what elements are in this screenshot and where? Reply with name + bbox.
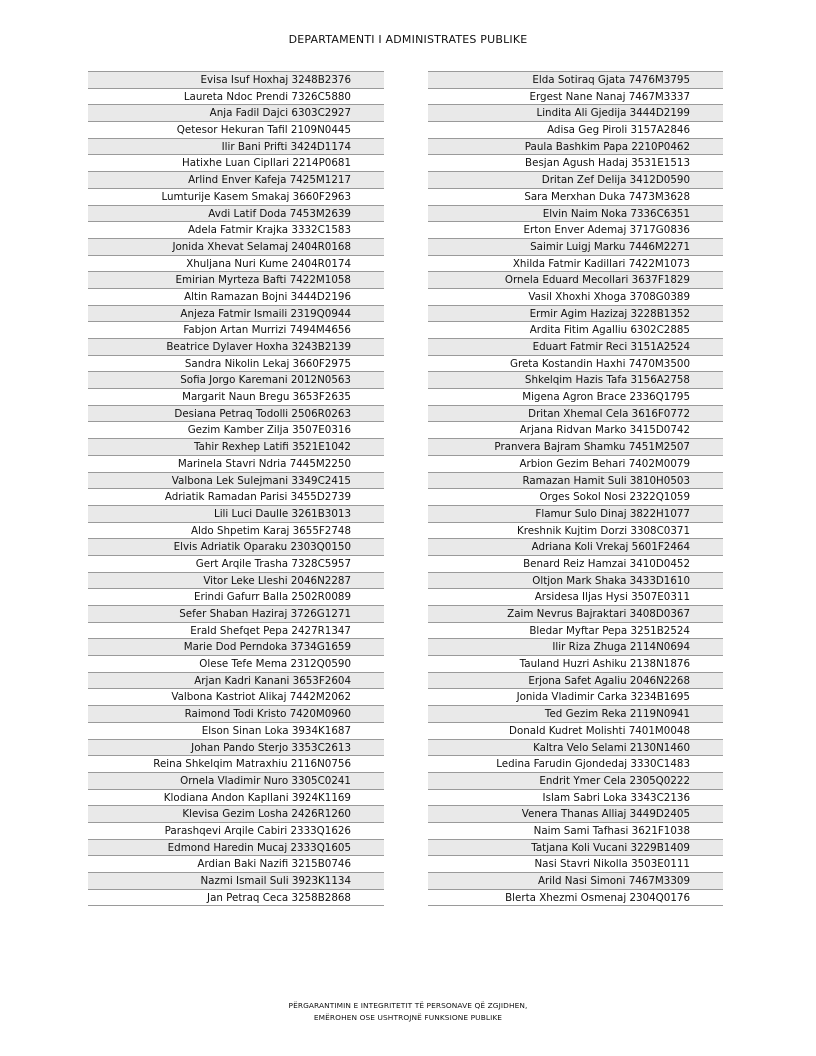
list-row: Anja Fadil Dajci 6303C2927 bbox=[88, 105, 384, 122]
list-row: Lumturije Kasem Smakaj 3660F2963 bbox=[88, 189, 384, 206]
list-row: Ilir Riza Zhuga 2114N0694 bbox=[428, 639, 723, 656]
list-row: Vitor Leke Lleshi 2046N2287 bbox=[88, 573, 384, 590]
list-row: Endrit Ymer Cela 2305Q0222 bbox=[428, 773, 723, 790]
list-row: Sandra Nikolin Lekaj 3660F2975 bbox=[88, 356, 384, 373]
list-row: Laureta Ndoc Prendi 7326C5880 bbox=[88, 89, 384, 106]
list-row: Ornela Eduard Mecollari 3637F1829 bbox=[428, 272, 723, 289]
list-row: Aldo Shpetim Karaj 3655F2748 bbox=[88, 523, 384, 540]
list-row: Adisa Geg Piroli 3157A2846 bbox=[428, 122, 723, 139]
list-row: Kaltra Velo Selami 2130N1460 bbox=[428, 740, 723, 757]
list-row: Migena Agron Brace 2336Q1795 bbox=[428, 389, 723, 406]
list-row: Arjan Kadri Kanani 3653F2604 bbox=[88, 673, 384, 690]
list-row: Elda Sotiraq Gjata 7476M3795 bbox=[428, 72, 723, 89]
list-row: Kreshnik Kujtim Dorzi 3308C0371 bbox=[428, 523, 723, 540]
list-row: Sofia Jorgo Karemani 2012N0563 bbox=[88, 372, 384, 389]
list-row: Oltjon Mark Shaka 3433D1610 bbox=[428, 573, 723, 590]
list-row: Ilir Bani Prifti 3424D1174 bbox=[88, 139, 384, 156]
list-row: Anjeza Fatmir Ismaili 2319Q0944 bbox=[88, 306, 384, 323]
list-row: Elson Sinan Loka 3934K1687 bbox=[88, 723, 384, 740]
list-row: Donald Kudret Molishti 7401M0048 bbox=[428, 723, 723, 740]
list-row: Ledina Farudin Gjondedaj 3330C1483 bbox=[428, 756, 723, 773]
list-row: Bledar Myftar Pepa 3251B2524 bbox=[428, 623, 723, 640]
list-row: Ermir Agim Hazizaj 3228B1352 bbox=[428, 306, 723, 323]
list-row: Sefer Shaban Haziraj 3726G1271 bbox=[88, 606, 384, 623]
list-row: Dritan Xhemal Cela 3616F0772 bbox=[428, 406, 723, 423]
list-row: Edmond Haredin Mucaj 2333Q1605 bbox=[88, 840, 384, 857]
list-row: Arild Nasi Simoni 7467M3309 bbox=[428, 873, 723, 890]
list-row: Valbona Lek Sulejmani 3349C2415 bbox=[88, 473, 384, 490]
list-row: Islam Sabri Loka 3343C2136 bbox=[428, 790, 723, 807]
right-name-list bbox=[428, 71, 723, 906]
list-row: Adriana Koli Vrekaj 5601F2464 bbox=[428, 539, 723, 556]
list-row: Tahir Rexhep Latifi 3521E1042 bbox=[88, 439, 384, 456]
list-row: Erjona Safet Agaliu 2046N2268 bbox=[428, 673, 723, 690]
list-row: Pranvera Bajram Shamku 7451M2507 bbox=[428, 439, 723, 456]
page-footer bbox=[0, 1000, 816, 1024]
list-row: Olese Tefe Mema 2312Q0590 bbox=[88, 656, 384, 673]
list-row: Raimond Todi Kristo 7420M0960 bbox=[88, 706, 384, 723]
list-row: Naim Sami Tafhasi 3621F1038 bbox=[428, 823, 723, 840]
list-row: Erald Shefqet Pepa 2427R1347 bbox=[88, 623, 384, 640]
list-row: Margarit Naun Bregu 3653F2635 bbox=[88, 389, 384, 406]
footer-line-1: PËRGARANTIMIN E INTEGRITETIT TË PERSONAVE QË ZGJIDHEN, bbox=[288, 1001, 528, 1010]
list-row: Erindi Gafurr Balla 2502R0089 bbox=[88, 589, 384, 606]
page-title: DEPARTAMENTI I ADMINISTRATES PUBLIKE bbox=[288, 33, 528, 46]
list-row: Orges Sokol Nosi 2322Q1059 bbox=[428, 489, 723, 506]
list-row: Shkelqim Hazis Tafa 3156A2758 bbox=[428, 372, 723, 389]
list-row: Lili Luci Daulle 3261B3013 bbox=[88, 506, 384, 523]
list-row: Nasi Stavri Nikolla 3503E0111 bbox=[428, 856, 723, 873]
list-row: Vasil Xhoxhi Xhoga 3708G0389 bbox=[428, 289, 723, 306]
list-row: Arlind Enver Kafeja 7425M1217 bbox=[88, 172, 384, 189]
list-row: Blerta Xhezmi Osmenaj 2304Q0176 bbox=[428, 890, 723, 907]
list-row: Altin Ramazan Bojni 3444D2196 bbox=[88, 289, 384, 306]
list-row: Venera Thanas Alliaj 3449D2405 bbox=[428, 806, 723, 823]
list-row: Jonida Vladimir Carka 3234B1695 bbox=[428, 689, 723, 706]
list-row: Arsidesa Iljas Hysi 3507E0311 bbox=[428, 589, 723, 606]
list-row: Ramazan Hamit Suli 3810H0503 bbox=[428, 473, 723, 490]
list-row: Ornela Vladimir Nuro 3305C0241 bbox=[88, 773, 384, 790]
list-row: Evisa Isuf Hoxhaj 3248B2376 bbox=[88, 72, 384, 89]
list-row: Dritan Zef Delija 3412D0590 bbox=[428, 172, 723, 189]
list-row: Ergest Nane Nanaj 7467M3337 bbox=[428, 89, 723, 106]
list-row: Tatjana Koli Vucani 3229B1409 bbox=[428, 840, 723, 857]
list-row: Benard Reiz Hamzai 3410D0452 bbox=[428, 556, 723, 573]
list-row: Fabjon Artan Murrizi 7494M4656 bbox=[88, 322, 384, 339]
list-row: Sara Merxhan Duka 7473M3628 bbox=[428, 189, 723, 206]
list-row: Reina Shkelqim Matraxhiu 2116N0756 bbox=[88, 756, 384, 773]
list-row: Paula Bashkim Papa 2210P0462 bbox=[428, 139, 723, 156]
list-row: Ardian Baki Nazifi 3215B0746 bbox=[88, 856, 384, 873]
list-row: Klevisa Gezim Losha 2426R1260 bbox=[88, 806, 384, 823]
list-row: Greta Kostandin Haxhi 7470M3500 bbox=[428, 356, 723, 373]
list-row: Arjana Ridvan Marko 3415D0742 bbox=[428, 422, 723, 439]
list-row: Tauland Huzri Ashiku 2138N1876 bbox=[428, 656, 723, 673]
list-row: Jan Petraq Ceca 3258B2868 bbox=[88, 890, 384, 907]
list-row: Adriatik Ramadan Parisi 3455D2739 bbox=[88, 489, 384, 506]
list-row: Adela Fatmir Krajka 3332C1583 bbox=[88, 222, 384, 239]
list-row: Parashqevi Arqile Cabiri 2333Q1626 bbox=[88, 823, 384, 840]
list-row: Zaim Nevrus Bajraktari 3408D0367 bbox=[428, 606, 723, 623]
list-row: Marinela Stavri Ndria 7445M2250 bbox=[88, 456, 384, 473]
list-row: Qetesor Hekuran Tafil 2109N0445 bbox=[88, 122, 384, 139]
list-row: Elvis Adriatik Oparaku 2303Q0150 bbox=[88, 539, 384, 556]
list-row: Avdi Latif Doda 7453M2639 bbox=[88, 206, 384, 223]
list-row: Beatrice Dylaver Hoxha 3243B2139 bbox=[88, 339, 384, 356]
list-row: Besjan Agush Hadaj 3531E1513 bbox=[428, 155, 723, 172]
list-row: Lindita Ali Gjedija 3444D2199 bbox=[428, 105, 723, 122]
list-row: Saimir Luigj Marku 7446M2271 bbox=[428, 239, 723, 256]
list-row: Xhilda Fatmir Kadillari 7422M1073 bbox=[428, 256, 723, 273]
list-row: Gezim Kamber Zilja 3507E0316 bbox=[88, 422, 384, 439]
list-row: Elvin Naim Noka 7336C6351 bbox=[428, 206, 723, 223]
list-row: Eduart Fatmir Reci 3151A2524 bbox=[428, 339, 723, 356]
list-row: Ardita Fitim Agalliu 6302C2885 bbox=[428, 322, 723, 339]
list-row: Nazmi Ismail Suli 3923K1134 bbox=[88, 873, 384, 890]
list-row: Emirian Myrteza Bafti 7422M1058 bbox=[88, 272, 384, 289]
list-row: Flamur Sulo Dinaj 3822H1077 bbox=[428, 506, 723, 523]
list-row: Gert Arqile Trasha 7328C5957 bbox=[88, 556, 384, 573]
list-row: Desiana Petraq Todolli 2506R0263 bbox=[88, 406, 384, 423]
list-row: Klodiana Andon Kapllani 3924K1169 bbox=[88, 790, 384, 807]
list-row: Erton Enver Ademaj 3717G0836 bbox=[428, 222, 723, 239]
footer-line-2: EMËROHEN OSE USHTROJNË FUNKSIONE PUBLIKE bbox=[313, 1013, 503, 1022]
list-row: Arbion Gezim Behari 7402M0079 bbox=[428, 456, 723, 473]
list-row: Hatixhe Luan Cipllari 2214P0681 bbox=[88, 155, 384, 172]
list-row: Xhuljana Nuri Kume 2404R0174 bbox=[88, 256, 384, 273]
list-row: Ted Gezim Reka 2119N0941 bbox=[428, 706, 723, 723]
list-row: Johan Pando Sterjo 3353C2613 bbox=[88, 740, 384, 757]
list-row: Valbona Kastriot Alikaj 7442M2062 bbox=[88, 689, 384, 706]
left-name-list bbox=[88, 71, 384, 906]
list-row: Marie Dod Perndoka 3734G1659 bbox=[88, 639, 384, 656]
list-row: Jonida Xhevat Selamaj 2404R0168 bbox=[88, 239, 384, 256]
